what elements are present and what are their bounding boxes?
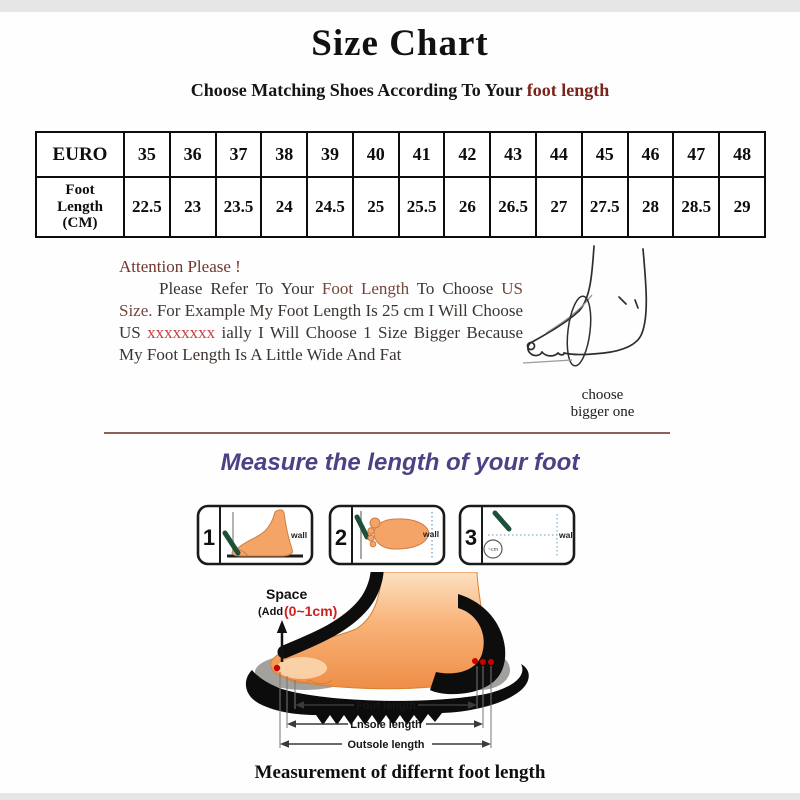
size-cell: 41 bbox=[399, 132, 445, 177]
size-cell: 37 bbox=[216, 132, 262, 177]
cm-cell: 29 bbox=[719, 177, 765, 237]
size-cell: 42 bbox=[444, 132, 490, 177]
subtitle-text: Choose Matching Shoes According To Your bbox=[190, 80, 527, 100]
cm-cell: 27 bbox=[536, 177, 582, 237]
measure-step-2 bbox=[328, 504, 446, 566]
attention-segment: Please Refer To Your bbox=[159, 279, 322, 298]
size-cell: 36 bbox=[170, 132, 216, 177]
step-number: 3 bbox=[464, 525, 478, 550]
foot-measurement-diagram bbox=[230, 572, 590, 760]
attention-segment: To Choose bbox=[409, 279, 502, 298]
page-title: Size Chart bbox=[311, 23, 489, 64]
attention-segment-us-size: US Size. bbox=[119, 279, 523, 320]
sketch-caption-line2: bigger one bbox=[570, 404, 635, 420]
cm-cell: 25 bbox=[353, 177, 399, 237]
size-cell: 39 bbox=[307, 132, 353, 177]
attention-body bbox=[119, 278, 523, 366]
subtitle-accent: foot length bbox=[526, 80, 610, 100]
footlength-header: Foot Length (CM) bbox=[36, 177, 124, 237]
cm-cell: 28.5 bbox=[673, 177, 719, 237]
size-table bbox=[35, 131, 766, 238]
add-value-label: (0~1cm) bbox=[284, 603, 338, 619]
attention-heading: Attention Please ! bbox=[119, 257, 241, 276]
attention-note bbox=[119, 256, 523, 366]
cm-cell: 23.5 bbox=[216, 177, 262, 237]
cm-cell: 27.5 bbox=[582, 177, 628, 237]
measure-step-3 bbox=[458, 504, 576, 566]
measure-step-1 bbox=[196, 504, 314, 566]
size-cell: 44 bbox=[536, 132, 582, 177]
footlength-row bbox=[36, 177, 765, 237]
size-cell: 48 bbox=[719, 132, 765, 177]
space-arrow-head bbox=[277, 620, 287, 633]
cm-label: ~cm bbox=[487, 547, 499, 553]
size-cell: 40 bbox=[353, 132, 399, 177]
add-prefix-label: (Add bbox=[258, 606, 284, 618]
size-cell: 35 bbox=[124, 132, 170, 177]
cm-cell: 24.5 bbox=[307, 177, 353, 237]
size-cell: 46 bbox=[628, 132, 674, 177]
cm-cell: 23 bbox=[170, 177, 216, 237]
size-cell: 43 bbox=[490, 132, 536, 177]
space-label: Space bbox=[266, 586, 308, 602]
wall-label: wall bbox=[559, 530, 576, 540]
foot-sketch bbox=[522, 243, 707, 378]
sketch-caption-line1: choose bbox=[581, 387, 624, 403]
cm-cell: 26.5 bbox=[490, 177, 536, 237]
step-number: 1 bbox=[202, 525, 216, 550]
step-number: 2 bbox=[334, 525, 348, 550]
cm-cell: 25.5 bbox=[399, 177, 445, 237]
size-cell: 38 bbox=[261, 132, 307, 177]
cm-cell: 22.5 bbox=[124, 177, 170, 237]
cm-cell: 26 bbox=[444, 177, 490, 237]
attention-segment-redacted: xxxxxxxx bbox=[147, 323, 216, 342]
wall-label: wall bbox=[423, 529, 440, 539]
cm-cell: 28 bbox=[628, 177, 674, 237]
width-loop bbox=[564, 295, 594, 367]
euro-header: EURO bbox=[36, 132, 124, 177]
attention-segment: ially I Will Choose 1 Size Bigger Because My Foot Length Is A Little Wide And Fat bbox=[119, 323, 523, 364]
pointer-line bbox=[523, 360, 572, 363]
sketch-caption bbox=[540, 387, 665, 421]
foot-length-label: Foot length bbox=[356, 700, 416, 712]
insole-length-label: Lnsole length bbox=[350, 719, 422, 731]
attention-segment-foot-length: Foot Length bbox=[321, 279, 410, 298]
attention-segment: For Example My Foot Length Is 25 cm I Will Choose US bbox=[119, 301, 523, 342]
euro-row bbox=[36, 132, 765, 177]
subtitle bbox=[0, 80, 800, 101]
measure-section-heading: Measure the length of your foot bbox=[220, 449, 580, 476]
top-band bbox=[0, 0, 800, 12]
bottom-band bbox=[0, 793, 800, 800]
outsole-length-label: Outsole length bbox=[347, 739, 425, 751]
foot-sketch-svg bbox=[522, 243, 707, 378]
size-cell: 47 bbox=[673, 132, 719, 177]
wall-label: wall bbox=[291, 530, 308, 540]
bottom-caption: Measurement of differnt foot length bbox=[254, 762, 546, 783]
cm-cell: 24 bbox=[261, 177, 307, 237]
size-cell: 45 bbox=[582, 132, 628, 177]
section-divider bbox=[104, 432, 670, 434]
